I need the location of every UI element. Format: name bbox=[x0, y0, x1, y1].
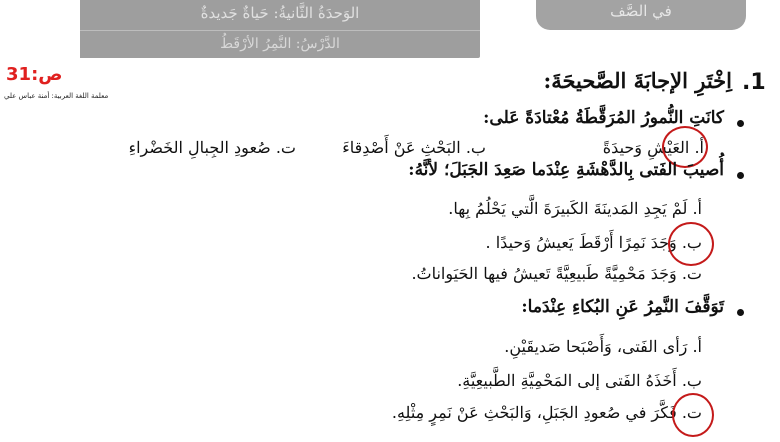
option-text: صُعودِ الجِبالِ الخَضْراءِ bbox=[128, 138, 271, 157]
option-text: لَمْ يَجِدِ المَدينَةَ الكَبيرَةَ الَّتي يَحْلُمُ بِها. bbox=[448, 199, 688, 218]
lesson-title: الدَّرْسُ: النَّمِرُ الأرْقَطُ bbox=[80, 30, 480, 57]
q1-option-b[interactable] bbox=[342, 138, 486, 157]
q3-option-b[interactable] bbox=[457, 371, 702, 390]
unit-banner bbox=[80, 0, 480, 58]
exercise-number: .1 bbox=[742, 70, 766, 95]
option-letter: ب. bbox=[681, 371, 702, 390]
option-letter: أ. bbox=[694, 138, 704, 157]
option-letter: ب. bbox=[465, 138, 486, 157]
option-letter: أ. bbox=[692, 337, 702, 356]
exercise-title: اِخْتَرِ الإجابَةَ الصَّحيحَةَ: bbox=[543, 68, 732, 93]
answer-circle-q3 bbox=[672, 393, 714, 437]
section-tab: في الصَّف bbox=[536, 0, 746, 30]
option-letter: ت. bbox=[275, 138, 296, 157]
question-1-stem: كانَتِ النُّمورُ المُرَقَّطَةُ مُعْتادَةً عَلى: bbox=[483, 108, 724, 128]
option-letter: ت. bbox=[681, 403, 702, 422]
option-text: أَخَذَهُ الفَتى إلى المَحْمِيَّةِ الطَّبيعِيَّةِ. bbox=[457, 371, 677, 390]
q2-option-c[interactable] bbox=[411, 264, 702, 283]
option-text: وَجَدَ مَحْمِيَّةً طَبيعِيَّةً تَعيشُ فيها الحَيَواناتُ. bbox=[411, 264, 677, 283]
q1-option-c[interactable] bbox=[129, 138, 296, 157]
option-text: وَجَدَ نَمِرًا أَرْقَطَ يَعيشُ وَحيدًا . bbox=[485, 233, 677, 252]
option-text: رَأى الفَتى، وَأَصْبَحا صَديقَيْنِ. bbox=[504, 337, 688, 356]
question-3-stem: تَوَقَّفَ النَّمِرُ عَنِ البُكاءِ عِنْدَما: bbox=[521, 297, 724, 317]
q3-option-a[interactable] bbox=[504, 337, 702, 356]
option-text: البَحْثِ عَنْ أَصْدِقاءَ bbox=[342, 138, 461, 157]
bullet-1 bbox=[737, 120, 744, 127]
bullet-2 bbox=[737, 172, 744, 179]
q3-option-c[interactable] bbox=[392, 403, 702, 422]
option-text: العَيْشِ وَحيدَةً bbox=[602, 138, 690, 157]
option-letter: أ. bbox=[692, 199, 702, 218]
option-letter: ت. bbox=[681, 264, 702, 283]
option-text: فَكَّرَ في صُعودِ الجَبَلِ، وَالبَحْثِ عَنْ نَمِرٍ مِثْلِهِ. bbox=[391, 403, 677, 422]
page-number: ص:31 bbox=[6, 64, 63, 85]
unit-title: الوَحدَةُ الثَّانيةُ: حَياةٌ جَديدةٌ bbox=[200, 4, 360, 22]
q2-option-a[interactable] bbox=[448, 199, 702, 218]
teacher-credit: معلمة اللغة العربية: أمنة عباس علي bbox=[4, 92, 109, 100]
bullet-3 bbox=[737, 309, 744, 316]
option-letter: ب. bbox=[681, 233, 702, 252]
answer-circle-q2 bbox=[668, 222, 714, 266]
question-2-stem: أُصيبَ الفَتى بِالدَّهْشَةِ عِنْدَما صَعِدَ الجَبَلَ؛ لأنَّهُ: bbox=[408, 160, 724, 180]
